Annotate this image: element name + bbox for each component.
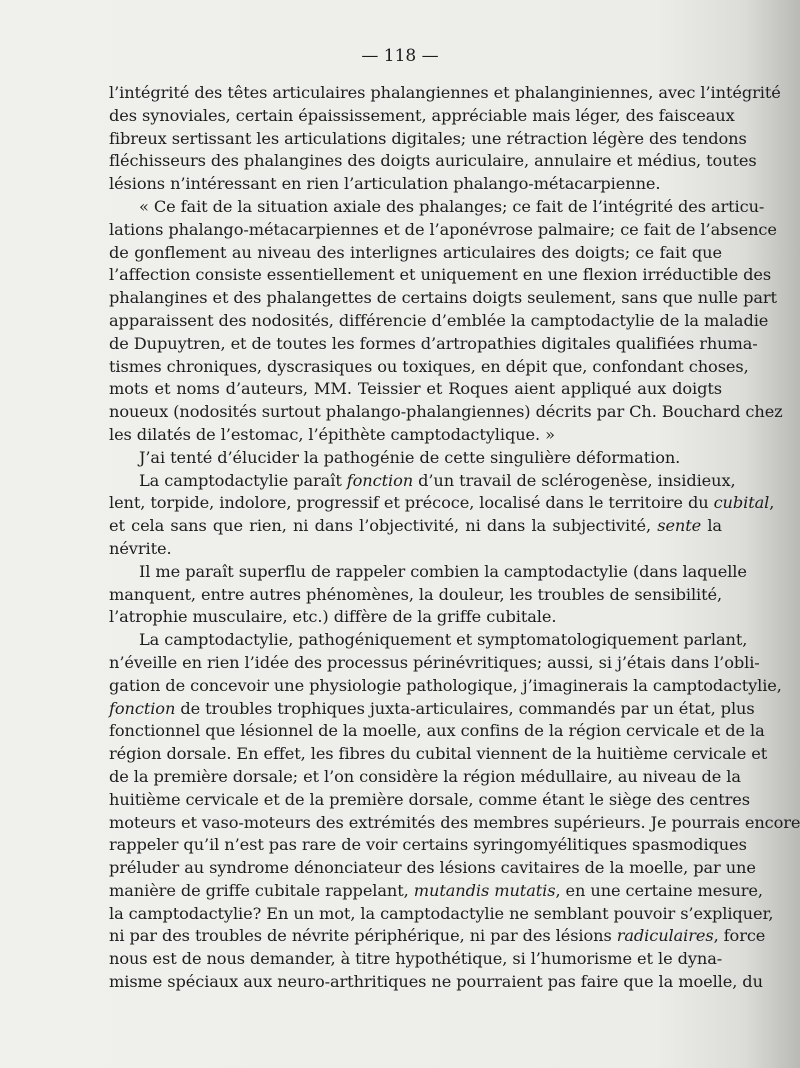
text-line: nous est de nous demander, à titre hypothétique, si l’humorisme et le dyna- (109, 949, 723, 969)
text-line: lent, torpide, indolore, progressif et précoce, localisé dans le territoire du cubital, (109, 493, 775, 513)
text-line: gation de concevoir une physiologie pathologique, j’imaginerais la camptodactylie, (109, 675, 782, 695)
text-line: La camptodactylie paraît fonction d’un travail de sclérogenèse, insidieux, (139, 470, 736, 490)
text-line: La camptodactylie, pathogéniquement et symptomatologiquement parlant, (139, 630, 748, 650)
text-line: l’affection consiste essentiellement et uniquement en une flexion irréductible des (109, 265, 772, 285)
text-line: de la première dorsale; et l’on considère la région médullaire, au niveau de la (109, 766, 741, 786)
text-line: mots et noms d’auteurs, MM. Teissier et Roques aient appliqué aux doigts (109, 379, 722, 399)
text-line: de gonflement au niveau des interlignes articulaires des doigts; ce fait que (109, 242, 722, 262)
text-line: misme spéciaux aux neuro-arthritiques ne pourraient pas faire que la moelle, du (109, 972, 763, 992)
text-line: des synoviales, certain épaississement, appréciable mais léger, des faisceaux (109, 105, 735, 125)
text-line: noueux (nodosités surtout phalango-phalangiennes) décrits par Ch. Bouchard chez (109, 402, 783, 422)
text-line: névrite. (109, 538, 172, 558)
text-line: l’intégrité des têtes articulaires phalangiennes et phalanginiennes, avec l’intégrité (109, 83, 781, 102)
text-line: J’ai tenté d’élucider la pathogénie de cette singulière déformation. (139, 447, 681, 467)
text-line: et cela sans que rien, ni dans l’objectivité, ni dans la subjectivité, sente la (109, 516, 722, 536)
italic-term: sente (657, 516, 702, 536)
text-line: l’atrophie musculaire, etc.) diffère de la griffe cubitale. (109, 607, 557, 627)
text-line: « Ce fait de la situation axiale des phalanges; ce fait de l’intégrité des articu- (139, 196, 765, 216)
text-line: n’éveille en rien l’idée des processus périnévritiques; aussi, si j’étais dans l’obli- (109, 652, 760, 672)
body-text (109, 82, 800, 994)
text-line: la camptodactylie? En un mot, la camptodactylie ne semblant pouvoir s’expliquer, (109, 903, 774, 923)
italic-term: mutandis mutatis (413, 880, 556, 900)
italic-term: cubital (713, 493, 770, 513)
text-line: lésions n’intéressant en rien l’articulation phalango-métacarpienne. (109, 174, 661, 194)
text-line: préluder au syndrome dénonciateur des lésions cavitaires de la moelle, par une (109, 858, 756, 878)
text-line: Il me paraît superflu de rappeler combien la camptodactylie (dans laquelle (139, 561, 747, 581)
text-line: moteurs et vaso-moteurs des extrémités des membres supérieurs. Je pourrais encore (109, 812, 800, 832)
text-line: de Dupuytren, et de toutes les formes d’artropathies digitales qualifiées rhuma- (109, 333, 758, 353)
text-line: phalangines et des phalangettes de certains doigts seulement, sans que nulle part (109, 288, 777, 308)
italic-term: fonction (346, 470, 414, 490)
text-line: fonction de troubles trophiques juxta-articulaires, commandés par un état, plus (109, 698, 755, 718)
text-line: tismes chroniques, dyscrasiques ou toxiques, en dépit que, confondant choses, (109, 356, 749, 376)
text-line: huitième cervicale et de la première dorsale, comme étant le siège des centres (109, 789, 750, 809)
text-line: manquent, entre autres phénomènes, la douleur, les troubles de sensibilité, (109, 584, 723, 604)
text-line: lations phalango-métacarpiennes et de l’aponévrose palmaire; ce fait de l’absence (109, 219, 777, 239)
italic-term: radiculaires (616, 926, 714, 946)
text-line: fibreux sertissant les articulations digitales; une rétraction légère des tendons (109, 128, 747, 148)
text-line: région dorsale. En effet, les fibres du cubital viennent de la huitième cervicale et (109, 744, 768, 764)
text-line: manière de griffe cubitale rappelant, mutandis mutatis, en une certaine mesure, (109, 880, 763, 900)
text-line: fléchisseurs des phalangines des doigts auriculaire, annulaire et médius, toutes (109, 151, 757, 171)
text-line: fonctionnel que lésionnel de la moelle, aux confins de la région cervicale et de la (109, 721, 765, 741)
italic-term: fonction (109, 698, 176, 718)
text-line: les dilatés de l’estomac, l’épithète camptodactylique. » (109, 424, 555, 444)
text-line: apparaissent des nodosités, différencie d’emblée la camptodactylie de la maladie (109, 310, 769, 330)
text-line: ni par des troubles de névrite périphérique, ni par des lésions radiculaires, force (109, 926, 766, 946)
page-number: — 118 — (361, 46, 439, 66)
text-line: rappeler qu’il n’est pas rare de voir certains syringomyélitiques spasmodiques (109, 835, 747, 855)
